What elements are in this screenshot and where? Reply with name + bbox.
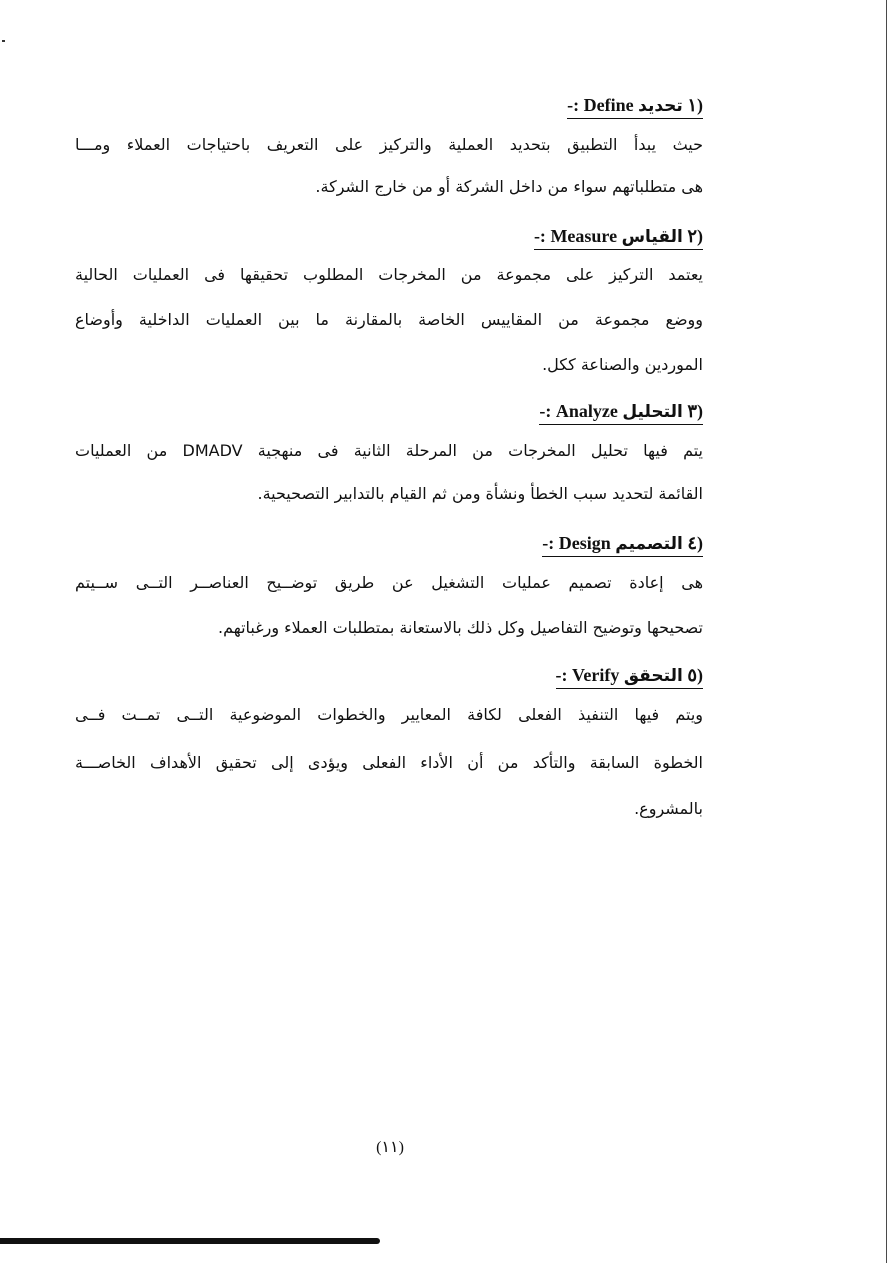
section-title-ar: التصميم — [615, 534, 683, 554]
paragraph-line: ويتم فيها التنفيذ الفعلى لكافة المعايير والخطوات الموضوعية التــى تمــت فــى — [75, 705, 703, 724]
section-heading-measure — [534, 225, 703, 250]
section-separator: :- — [539, 401, 552, 421]
section-separator: :- — [567, 95, 580, 115]
section-number: (٥ — [687, 665, 703, 685]
section-number: (٢ — [687, 226, 703, 246]
paragraph-line: الخطوة السابقة والتأكد من أن الأداء الفعلى ويؤدى إلى تحقيق الأهداف الخاصـــة — [75, 753, 703, 772]
section-title-ar: التحقق — [623, 666, 683, 686]
paragraph-line: الموردين والصناعة ككل. — [542, 355, 703, 374]
section-title-en: Design — [558, 533, 611, 553]
section-title-ar: القياس — [621, 227, 683, 247]
page-number: (١١) — [376, 1139, 404, 1156]
paragraph-line: هى إعادة تصميم عمليات التشغيل عن طريق توضــيح العناصــر التــى ســيتم — [75, 573, 703, 592]
section-heading-define — [567, 94, 703, 119]
section-heading-analyze — [539, 400, 703, 425]
section-number: (٤ — [687, 533, 703, 553]
section-title-ar: تحديد — [638, 96, 683, 116]
paragraph-line: هى متطلباتهم سواء من داخل الشركة أو من خارج الشركة. — [315, 177, 703, 196]
section-separator: :- — [542, 533, 555, 553]
scan-artifact — [2, 40, 5, 42]
section-heading-verify — [556, 664, 703, 689]
section-separator: :- — [555, 665, 568, 685]
scan-edge-bar — [0, 1238, 380, 1244]
section-number: (١ — [687, 95, 703, 115]
paragraph-line: تصحيحها وتوضيح التفاصيل وكل ذلك بالاستعانة بمتطلبات العملاء ورغباتهم. — [217, 618, 703, 637]
section-title-en: Measure — [550, 226, 618, 246]
section-title-en: Verify — [572, 665, 620, 685]
page-edge-line — [886, 0, 887, 1263]
section-number: (٣ — [687, 401, 703, 421]
paragraph-line: بالمشروع. — [634, 799, 703, 818]
paragraph-line: حيث يبدأ التطبيق بتحديد العملية والتركيز على التعريف باحتياجات العملاء ومـــا — [75, 135, 703, 154]
paragraph-line: ووضع مجموعة من المقاييس الخاصة بالمقارنة ما بين العمليات الداخلية وأوضاع — [75, 310, 703, 329]
section-heading-design — [542, 532, 703, 557]
section-separator: :- — [533, 226, 546, 246]
paragraph-line: يتم فيها تحليل المخرجات من المرحلة الثانية فى منهجية DMADV من العمليات — [75, 441, 704, 460]
paragraph-line: يعتمد التركيز على مجموعة من المخرجات المطلوب تحقيقها فى العمليات الحالية — [75, 265, 703, 284]
section-title-en: Define — [583, 95, 634, 115]
paragraph-line: القائمة لتحديد سبب الخطأ ونشأة ومن ثم القيام بالتدابير التصحيحية. — [257, 484, 703, 503]
section-title-ar: التحليل — [622, 402, 683, 422]
section-title-en: Analyze — [555, 401, 618, 421]
